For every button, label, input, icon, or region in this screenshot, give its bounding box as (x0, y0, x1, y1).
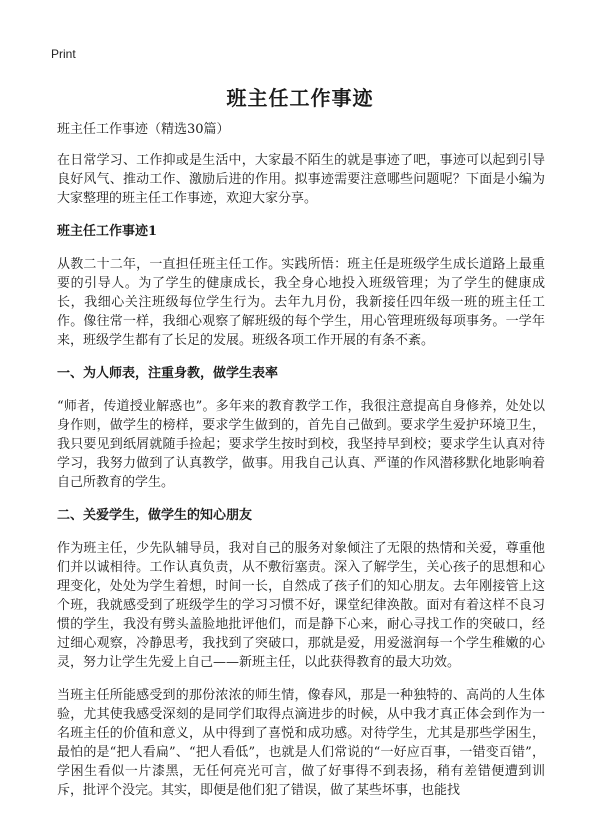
article-body (57, 121, 545, 814)
intro-paragraph: 在日常学习、工作抑或是生活中，大家最不陌生的就是事迹了吧，事迹可以起到引导良好风气、推动工作、激励后进的作用。拟事迹需要注意哪些问题呢？下面是小编为大家整理的班主任工作事迹，欢迎大家分享。 (57, 153, 545, 206)
print-link[interactable]: Print (51, 47, 76, 61)
section-paragraph: 从教二十二年，一直担任班主任工作。实践所悟：班主任是班级学生成长道路上最重要的引导人。为了学生的健康成长，我全身心地投入班级管理；为了学生的健康成长，我细心关注班级每位学生行为。去年九月份，我新接任四年级一班的班主任工作。像往常一样，我细心观察了解班级的每个学生，用心管理班级每项事务。一学年来，班级学生都有了长足的发展。班级各项工作开展的有条不紊。 (57, 257, 545, 348)
subheading-care-students: 二、关爱学生，做学生的知心朋友 (57, 508, 253, 523)
paragraph-teacher-student-bond: 当班主任所能感受到的那份浓浓的师生情，像春风，那是一种独特的、高尚的人生体验，尤其使我感受深刻的是同学们取得点滴进步的时候，从中我才真正体会到作为一名班主任的价值和意义，从中得到了喜悦和成功感。对待学生，尤其是那些学困生，最怕的是“把人看扁”、“把人看低”，也就是人们常说的“一好应百事，一错变百错”，学困生看似一片漆黑，无任何亮光可言，做了好事得不到表扬，稍有差错便遭到训斥，批评个没完。其实，即便是他们犯了错误，做了某些坏事，也能找 (57, 688, 545, 798)
page-title: 班主任工作事迹 (226, 86, 374, 110)
paragraph-care-students: 作为班主任，少先队辅导员，我对自己的服务对象倾注了无限的热情和关爱，尊重他们并以诚相待。工作认真负责，从不敷衍塞责。深入了解学生，关心孩子的思想和心理变化，处处为学生着想，时间一长，自然成了孩子们的知心朋友。去年刚接管上这个班，我就感受到了班级学生的学习习惯不好，课堂纪律涣散。面对有着这样不良习惯的学生，我没有劈头盖脸地批评他们，而是静下心来，耐心寻找工作的突破口，经过细心观察，冷静思考，我找到了突破口，那就是爱，用爱滋润每一个学生稚嫩的心灵，努力让学生先爱上自己——新班主任，以此获得教育的最大功效。 (57, 541, 545, 670)
paragraph-role-model: “师者，传道授业解惑也”。多年来的教育教学工作，我很注意提高自身修养，处处以身作则，做学生的榜样，要求学生做到的，首先自己做到。要求学生爱护环境卫生，我只要见到纸屑就随手捡起；要求学生按时到校，我坚持早到校；要求学生认真对待学习，我努力做到了认真教学，做事。用我自己认真、严谨的作风潜移默化地影响着自己所教育的学生。 (57, 399, 545, 490)
article-subtitle: 班主任工作事迹（精选30篇） (57, 122, 230, 137)
subheading-role-model: 一、为人师表，注重身教，做学生表率 (57, 366, 279, 381)
section-heading: 班主任工作事迹1 (57, 224, 158, 239)
